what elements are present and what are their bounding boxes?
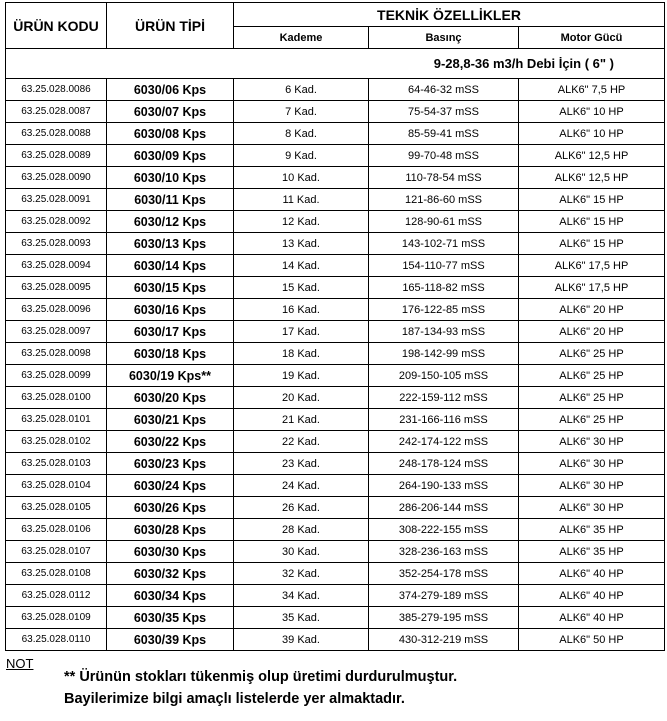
cell-kademe: 34 Kad. bbox=[234, 585, 369, 607]
cell-basinc: 231-166-116 mSS bbox=[369, 409, 519, 431]
table-row bbox=[6, 321, 665, 343]
cell-motor-gucu: ALK6" 17,5 HP bbox=[519, 255, 665, 277]
cell-basinc: 374-279-189 mSS bbox=[369, 585, 519, 607]
table-row bbox=[6, 365, 665, 387]
cell-motor-gucu: ALK6" 30 HP bbox=[519, 453, 665, 475]
cell-kademe: 28 Kad. bbox=[234, 519, 369, 541]
cell-motor-gucu: ALK6" 15 HP bbox=[519, 211, 665, 233]
cell-product-code: 63.25.028.0087 bbox=[6, 101, 107, 123]
table-row bbox=[6, 409, 665, 431]
cell-motor-gucu: ALK6" 17,5 HP bbox=[519, 277, 665, 299]
cell-product-type: 6030/10 Kps bbox=[107, 167, 234, 189]
product-table bbox=[5, 2, 665, 651]
cell-kademe: 20 Kad. bbox=[234, 387, 369, 409]
cell-kademe: 32 Kad. bbox=[234, 563, 369, 585]
note-label: NOT bbox=[6, 656, 34, 671]
cell-product-type: 6030/09 Kps bbox=[107, 145, 234, 167]
cell-basinc: 198-142-99 mSS bbox=[369, 343, 519, 365]
cell-product-code: 63.25.028.0106 bbox=[6, 519, 107, 541]
cell-product-code: 63.25.028.0108 bbox=[6, 563, 107, 585]
table-row bbox=[6, 211, 665, 233]
cell-product-type: 6030/39 Kps bbox=[107, 629, 234, 651]
cell-motor-gucu: ALK6" 30 HP bbox=[519, 475, 665, 497]
table-body bbox=[6, 79, 665, 651]
table-row bbox=[6, 585, 665, 607]
cell-motor-gucu: ALK6" 40 HP bbox=[519, 563, 665, 585]
cell-basinc: 110-78-54 mSS bbox=[369, 167, 519, 189]
cell-product-code: 63.25.028.0103 bbox=[6, 453, 107, 475]
cell-kademe: 19 Kad. bbox=[234, 365, 369, 387]
cell-product-code: 63.25.028.0089 bbox=[6, 145, 107, 167]
cell-kademe: 30 Kad. bbox=[234, 541, 369, 563]
cell-product-code: 63.25.028.0104 bbox=[6, 475, 107, 497]
cell-kademe: 24 Kad. bbox=[234, 475, 369, 497]
cell-product-type: 6030/12 Kps bbox=[107, 211, 234, 233]
cell-kademe: 8 Kad. bbox=[234, 123, 369, 145]
cell-product-code: 63.25.028.0092 bbox=[6, 211, 107, 233]
cell-kademe: 26 Kad. bbox=[234, 497, 369, 519]
cell-product-code: 63.25.028.0110 bbox=[6, 629, 107, 651]
cell-basinc: 85-59-41 mSS bbox=[369, 123, 519, 145]
cell-kademe: 17 Kad. bbox=[234, 321, 369, 343]
table-row bbox=[6, 497, 665, 519]
cell-motor-gucu: ALK6" 25 HP bbox=[519, 343, 665, 365]
cell-kademe: 39 Kad. bbox=[234, 629, 369, 651]
cell-basinc: 352-254-178 mSS bbox=[369, 563, 519, 585]
cell-kademe: 11 Kad. bbox=[234, 189, 369, 211]
cell-kademe: 15 Kad. bbox=[234, 277, 369, 299]
cell-product-code: 63.25.028.0091 bbox=[6, 189, 107, 211]
table-row bbox=[6, 255, 665, 277]
cell-product-type: 6030/32 Kps bbox=[107, 563, 234, 585]
cell-kademe: 18 Kad. bbox=[234, 343, 369, 365]
note-line-1: ** Ürünün stokları tükenmiş olup üretimi durdurulmuştur. bbox=[64, 669, 458, 685]
note-line-2: Bayilerimize bilgi amaçlı listelerde yer almaktadır. bbox=[64, 691, 405, 707]
cell-kademe: 6 Kad. bbox=[234, 79, 369, 101]
cell-product-code: 63.25.028.0086 bbox=[6, 79, 107, 101]
header-teknik-ozellikler: TEKNİK ÖZELLİKLER bbox=[234, 3, 665, 27]
cell-product-type: 6030/13 Kps bbox=[107, 233, 234, 255]
cell-motor-gucu: ALK6" 12,5 HP bbox=[519, 167, 665, 189]
table-row bbox=[6, 299, 665, 321]
cell-motor-gucu: ALK6" 10 HP bbox=[519, 101, 665, 123]
cell-basinc: 165-118-82 mSS bbox=[369, 277, 519, 299]
cell-product-code: 63.25.028.0107 bbox=[6, 541, 107, 563]
cell-basinc: 242-174-122 mSS bbox=[369, 431, 519, 453]
cell-product-code: 63.25.028.0097 bbox=[6, 321, 107, 343]
note-text bbox=[64, 666, 457, 710]
cell-kademe: 13 Kad. bbox=[234, 233, 369, 255]
cell-motor-gucu: ALK6" 40 HP bbox=[519, 607, 665, 629]
table-row bbox=[6, 541, 665, 563]
cell-kademe: 22 Kad. bbox=[234, 431, 369, 453]
cell-product-type: 6030/34 Kps bbox=[107, 585, 234, 607]
cell-product-code: 63.25.028.0109 bbox=[6, 607, 107, 629]
cell-product-type: 6030/15 Kps bbox=[107, 277, 234, 299]
table-row bbox=[6, 629, 665, 651]
header-urun-tipi: ÜRÜN TİPİ bbox=[107, 3, 234, 49]
cell-kademe: 23 Kad. bbox=[234, 453, 369, 475]
header-kademe: Kademe bbox=[234, 27, 369, 49]
cell-product-type: 6030/16 Kps bbox=[107, 299, 234, 321]
cell-motor-gucu: ALK6" 15 HP bbox=[519, 189, 665, 211]
cell-motor-gucu: ALK6" 25 HP bbox=[519, 409, 665, 431]
cell-kademe: 35 Kad. bbox=[234, 607, 369, 629]
cell-kademe: 9 Kad. bbox=[234, 145, 369, 167]
header-urun-kodu: ÜRÜN KODU bbox=[6, 3, 107, 49]
cell-product-code: 63.25.028.0093 bbox=[6, 233, 107, 255]
cell-basinc: 385-279-195 mSS bbox=[369, 607, 519, 629]
cell-product-code: 63.25.028.0102 bbox=[6, 431, 107, 453]
cell-basinc: 264-190-133 mSS bbox=[369, 475, 519, 497]
cell-product-type: 6030/17 Kps bbox=[107, 321, 234, 343]
cell-product-type: 6030/30 Kps bbox=[107, 541, 234, 563]
cell-product-type: 6030/20 Kps bbox=[107, 387, 234, 409]
cell-product-code: 63.25.028.0105 bbox=[6, 497, 107, 519]
table-row bbox=[6, 123, 665, 145]
cell-motor-gucu: ALK6" 35 HP bbox=[519, 519, 665, 541]
cell-product-type: 6030/14 Kps bbox=[107, 255, 234, 277]
cell-motor-gucu: ALK6" 10 HP bbox=[519, 123, 665, 145]
cell-kademe: 14 Kad. bbox=[234, 255, 369, 277]
cell-product-code: 63.25.028.0095 bbox=[6, 277, 107, 299]
cell-product-code: 63.25.028.0112 bbox=[6, 585, 107, 607]
cell-basinc: 308-222-155 mSS bbox=[369, 519, 519, 541]
cell-product-code: 63.25.028.0094 bbox=[6, 255, 107, 277]
cell-product-code: 63.25.028.0101 bbox=[6, 409, 107, 431]
cell-motor-gucu: ALK6" 50 HP bbox=[519, 629, 665, 651]
cell-product-type: 6030/07 Kps bbox=[107, 101, 234, 123]
table-row bbox=[6, 101, 665, 123]
table-row bbox=[6, 189, 665, 211]
cell-motor-gucu: ALK6" 25 HP bbox=[519, 387, 665, 409]
table-row bbox=[6, 79, 665, 101]
table-row bbox=[6, 387, 665, 409]
cell-product-type: 6030/06 Kps bbox=[107, 79, 234, 101]
cell-basinc: 143-102-71 mSS bbox=[369, 233, 519, 255]
cell-basinc: 99-70-48 mSS bbox=[369, 145, 519, 167]
cell-product-type: 6030/22 Kps bbox=[107, 431, 234, 453]
cell-basinc: 176-122-85 mSS bbox=[369, 299, 519, 321]
table-row bbox=[6, 233, 665, 255]
table-row bbox=[6, 453, 665, 475]
cell-basinc: 430-312-219 mSS bbox=[369, 629, 519, 651]
cell-basinc: 121-86-60 mSS bbox=[369, 189, 519, 211]
cell-product-code: 63.25.028.0088 bbox=[6, 123, 107, 145]
header-basinc: Basınç bbox=[369, 27, 519, 49]
cell-kademe: 7 Kad. bbox=[234, 101, 369, 123]
cell-product-type: 6030/08 Kps bbox=[107, 123, 234, 145]
cell-motor-gucu: ALK6" 35 HP bbox=[519, 541, 665, 563]
cell-basinc: 222-159-112 mSS bbox=[369, 387, 519, 409]
cell-basinc: 187-134-93 mSS bbox=[369, 321, 519, 343]
cell-kademe: 16 Kad. bbox=[234, 299, 369, 321]
cell-product-type: 6030/19 Kps** bbox=[107, 365, 234, 387]
cell-basinc: 209-150-105 mSS bbox=[369, 365, 519, 387]
cell-motor-gucu: ALK6" 20 HP bbox=[519, 299, 665, 321]
cell-basinc: 64-46-32 mSS bbox=[369, 79, 519, 101]
cell-motor-gucu: ALK6" 7,5 HP bbox=[519, 79, 665, 101]
table-row bbox=[6, 145, 665, 167]
cell-product-type: 6030/21 Kps bbox=[107, 409, 234, 431]
table-row bbox=[6, 519, 665, 541]
debi-section-header: 9-28,8-36 m3/h Debi İçin ( 6" ) bbox=[6, 49, 665, 79]
header-motor-gucu: Motor Gücü bbox=[519, 27, 665, 49]
table-row bbox=[6, 167, 665, 189]
cell-motor-gucu: ALK6" 30 HP bbox=[519, 497, 665, 519]
cell-motor-gucu: ALK6" 25 HP bbox=[519, 365, 665, 387]
table-row bbox=[6, 343, 665, 365]
table-row bbox=[6, 563, 665, 585]
cell-basinc: 75-54-37 mSS bbox=[369, 101, 519, 123]
cell-product-type: 6030/35 Kps bbox=[107, 607, 234, 629]
cell-basinc: 128-90-61 mSS bbox=[369, 211, 519, 233]
cell-kademe: 12 Kad. bbox=[234, 211, 369, 233]
cell-motor-gucu: ALK6" 40 HP bbox=[519, 585, 665, 607]
cell-product-type: 6030/24 Kps bbox=[107, 475, 234, 497]
cell-motor-gucu: ALK6" 12,5 HP bbox=[519, 145, 665, 167]
cell-product-type: 6030/11 Kps bbox=[107, 189, 234, 211]
cell-product-code: 63.25.028.0098 bbox=[6, 343, 107, 365]
cell-product-code: 63.25.028.0100 bbox=[6, 387, 107, 409]
table-row bbox=[6, 277, 665, 299]
cell-product-code: 63.25.028.0090 bbox=[6, 167, 107, 189]
cell-product-type: 6030/18 Kps bbox=[107, 343, 234, 365]
cell-kademe: 21 Kad. bbox=[234, 409, 369, 431]
cell-motor-gucu: ALK6" 20 HP bbox=[519, 321, 665, 343]
cell-product-code: 63.25.028.0099 bbox=[6, 365, 107, 387]
cell-product-type: 6030/23 Kps bbox=[107, 453, 234, 475]
cell-basinc: 328-236-163 mSS bbox=[369, 541, 519, 563]
cell-product-type: 6030/28 Kps bbox=[107, 519, 234, 541]
cell-product-type: 6030/26 Kps bbox=[107, 497, 234, 519]
cell-product-code: 63.25.028.0096 bbox=[6, 299, 107, 321]
cell-kademe: 10 Kad. bbox=[234, 167, 369, 189]
table-row bbox=[6, 607, 665, 629]
cell-basinc: 154-110-77 mSS bbox=[369, 255, 519, 277]
cell-basinc: 248-178-124 mSS bbox=[369, 453, 519, 475]
cell-motor-gucu: ALK6" 30 HP bbox=[519, 431, 665, 453]
table-row bbox=[6, 431, 665, 453]
cell-basinc: 286-206-144 mSS bbox=[369, 497, 519, 519]
table-row bbox=[6, 475, 665, 497]
cell-motor-gucu: ALK6" 15 HP bbox=[519, 233, 665, 255]
